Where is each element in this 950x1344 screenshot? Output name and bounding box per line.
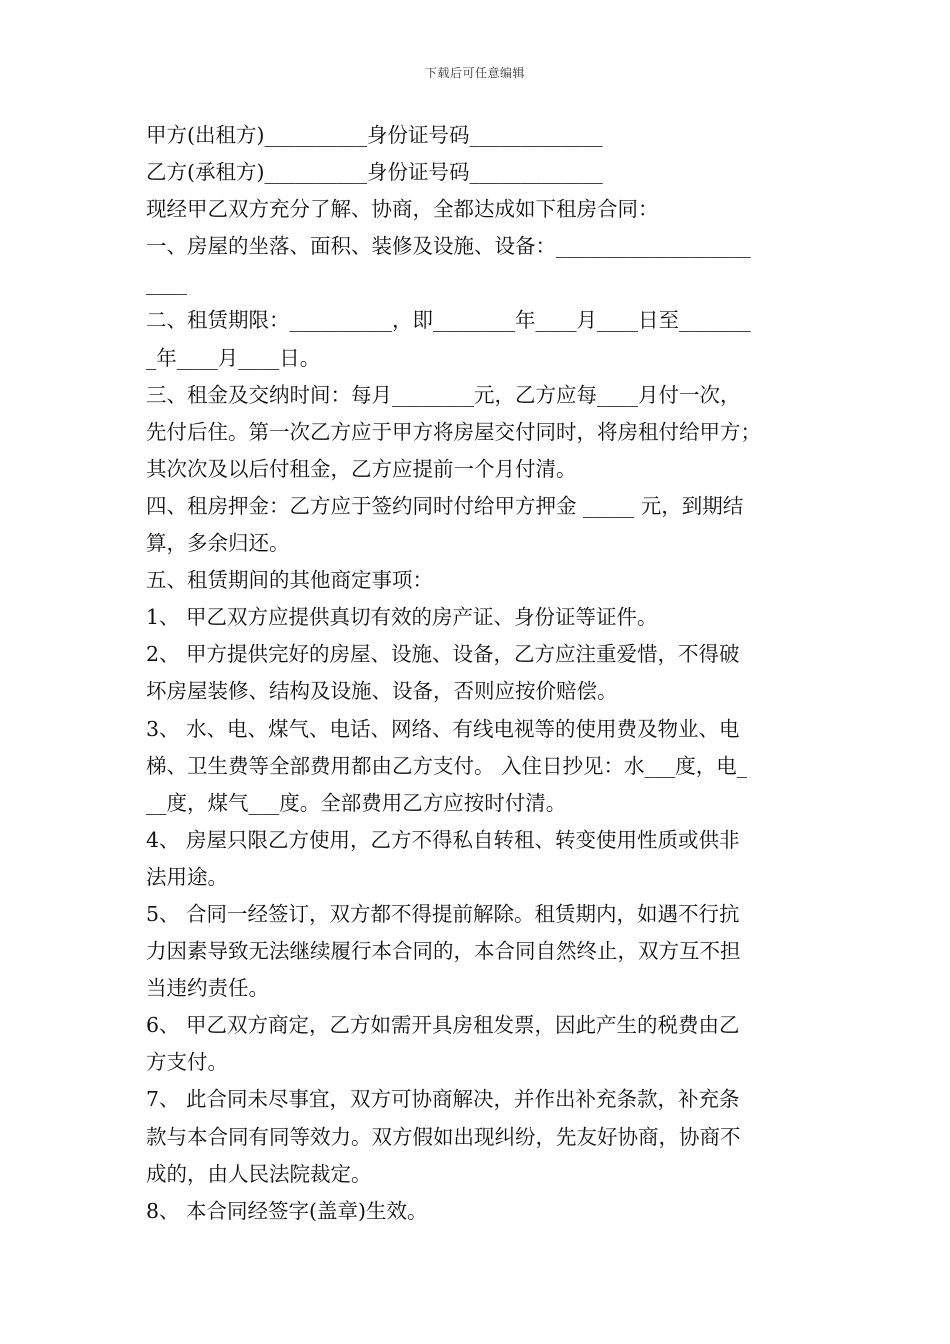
party-a-line: 甲方(出租方)__________身份证号码_____________ [146,123,603,147]
item-4-line-cont: 法用途。 [146,864,228,889]
item-5-line-cont: 力因素导致无法继续履行本合同的，本合同自然终止，双方互不担 [146,939,741,964]
clause-5-heading: 五、租赁期间的其他商定事项： [146,568,433,593]
clause-2-line-cont: _年____月____日。 [146,345,321,370]
clause-4-line: 四、租房押金：乙方应于签约同时付给甲方押金 _____ 元，到期结 [146,493,744,518]
item-7-line-cont: 成的，由人民法院裁定。 [146,1161,372,1186]
item-7-line: 7、 此合同未尽事宜，双方可协商解决，并作出补充条款，补充条 [146,1087,740,1112]
clause-3-line-cont: 其次次及以后付租金，乙方应提前一个月付清。 [146,456,577,481]
item-6-line-cont: 方支付。 [146,1050,228,1075]
item-3-line-cont: __度，煤气___度。全部费用乙方应按时付清。 [146,790,567,815]
clause-3-line: 三、租金及交纳时间：每月________元，乙方应每____月付一次， [146,382,741,407]
clause-1-line-cont: ____ [146,271,187,296]
item-4-line: 4、 房屋只限乙方使用，乙方不得私自转租、转变使用性质或供非 [146,827,740,852]
item-3-line-cont: 梯、卫生费等全部费用都由乙方支付。 入住日抄见：水___度，电_ [146,753,748,778]
clause-2-line: 二、租赁期限：__________，即________年____月____日至_______ [146,308,751,333]
clause-3-line-cont: 先付后住。第一次乙方应于甲方将房屋交付同时，将房租付给甲方； [146,419,761,444]
item-1-line: 1、 甲乙双方应提供真切有效的房产证、身份证等证件。 [146,605,658,630]
clause-1-line: 一、房屋的坐落、面积、装修及设施、设备：___________________ [146,234,751,259]
contract-body [146,117,810,1230]
item-8-line: 8、 本合同经签字(盖章)生效。 [146,1198,428,1223]
item-6-line: 6、 甲乙双方商定，乙方如需开具房租发票，因此产生的税费由乙 [146,1013,740,1038]
item-5-line: 5、 合同一经签订，双方都不得提前解除。租赁期内，如遇不行抗 [146,901,740,926]
preamble-line: 现经甲乙双方充分了解、协商，全都达成如下租房合同： [146,197,659,222]
page-header: 下载后可任意编辑 [424,66,525,80]
clause-4-line-cont: 算，多余归还。 [146,531,290,556]
item-2-line-cont: 坏房屋装修、结构及设施、设备，否则应按价赔偿。 [146,679,618,704]
item-3-line: 3、 水、电、煤气、电话、网络、有线电视等的使用费及物业、电 [146,716,740,741]
item-7-line-cont: 款与本合同有同等效力。双方假如出现纠纷，先友好协商，协商不 [146,1124,741,1149]
party-b-line: 乙方(承租方)__________身份证号码_____________ [146,160,603,185]
item-2-line: 2、 甲方提供完好的房屋、设施、设备，乙方应注重爱惜，不得破 [146,642,740,667]
item-5-line-cont: 当违约责任。 [146,976,269,1001]
